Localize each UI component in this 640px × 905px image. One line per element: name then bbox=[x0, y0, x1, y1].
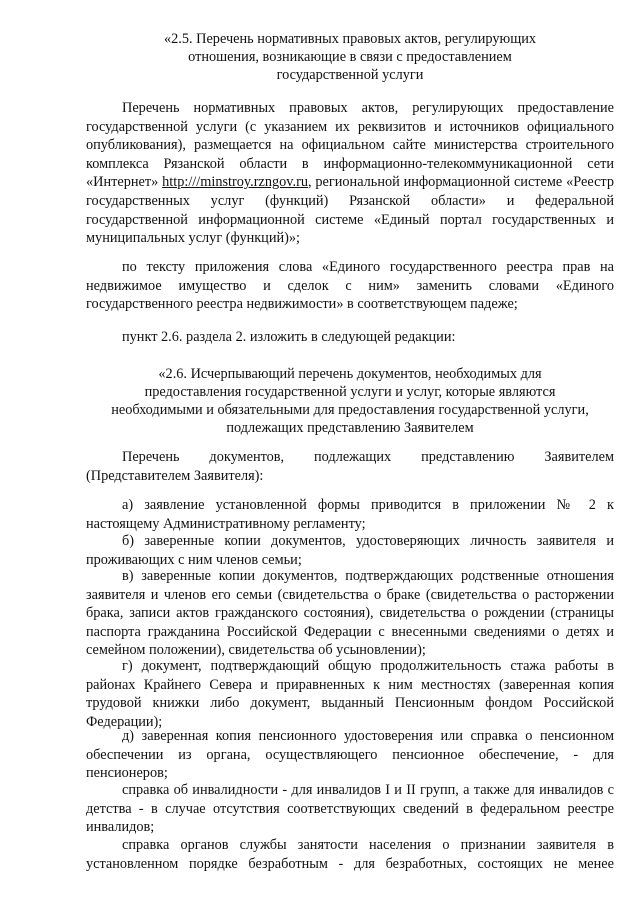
heading-line: необходимыми и обязательными для предоставления государственной услуги, bbox=[111, 402, 589, 418]
list-item: справка об инвалидности - для инвалидов I и II групп, а также для инвалидов с детства - в случае отсутствия соответствующих сведений в федеральном реестре инвалидов; bbox=[86, 782, 614, 836]
heading-line: подлежащих представлению Заявителем bbox=[226, 420, 474, 436]
list-item: г) документ, подтверждающий общую продолжительность стажа работы в районах Крайнего Севера и приравненных к ним местностях (заверенная копия трудовой книжки либо документ, выданный Пенсионным фондом Российской Федерации); bbox=[86, 658, 614, 730]
body-text: , региональной информационной системе «Реестр государственных услуг (функций) Рязанской области» и федеральной государственной информационной системе «Единый портал государственных и муниципальных услуг (функций)»; bbox=[86, 174, 614, 247]
minstroy-site-link[interactable]: http:///minstroy.rzngov.ru bbox=[162, 174, 308, 191]
section-2-6-heading bbox=[72, 365, 628, 437]
amendment-paragraph: по тексту приложения слова «Единого государственного реестра прав на недвижимое имущество и сделок с ним» заменить словами «Единого государственного реестра недвижимости» в соответствующем падеже; bbox=[86, 259, 614, 313]
body-text: Перечень нормативных правовых актов, регулирующих предоставление государственной услуги (с указанием их реквизитов и источников официального опубликования), размещается на официальном сайте министерства строительного комплекса Рязанской области в информационно-телекоммуникационной сети «Интернет» bbox=[86, 100, 614, 191]
list-item: д) заверенная копия пенсионного удостоверения или справка о пенсионном обеспечении из органа, осуществляющего пенсионное обеспечение, - для пенсионеров; bbox=[86, 728, 614, 782]
heading-line: «2.6. Исчерпывающий перечень документов, необходимых для bbox=[158, 366, 542, 382]
list-item: б) заверенные копии документов, удостоверяющих личность заявителя и проживающих с ним членов семьи; bbox=[86, 533, 614, 568]
heading-line: «2.5. Перечень нормативных правовых актов, регулирующих bbox=[163, 31, 537, 47]
list-item: а) заявление установленной формы приводится в приложении № 2 к настоящему Административному регламенту; bbox=[86, 497, 614, 532]
documents-intro: Перечень документов, подлежащих представлению Заявителем (Представителем Заявителя): bbox=[86, 449, 614, 484]
section-2-5-heading bbox=[86, 30, 614, 84]
heading-line: отношения, возникающие в связи с предоставлением bbox=[188, 49, 512, 65]
point-2-6-intro: пункт 2.6. раздела 2. изложить в следующей редакции: bbox=[122, 329, 456, 345]
list-item: справка органов службы занятости населения о признании заявителя в установленном порядке безработным - для безработных, состоящих не менее bbox=[86, 837, 614, 872]
heading-line: государственной услуги bbox=[276, 67, 424, 83]
heading-line: предоставления государственной услуги и услуг, которые являются bbox=[144, 384, 556, 400]
section-2-5-body bbox=[86, 99, 614, 248]
list-item: в) заверенные копии документов, подтверждающих родственные отношения заявителя и членов его семьи (свидетельства о браке (свидетельства о расторжении брака, записи актов гражданского состояния), свидетельства о рождении (страницы паспорта гражданина Российской Федерации с внесенными сведениями о детях и семейном положении), свидетельства об усыновлении); bbox=[86, 568, 614, 659]
